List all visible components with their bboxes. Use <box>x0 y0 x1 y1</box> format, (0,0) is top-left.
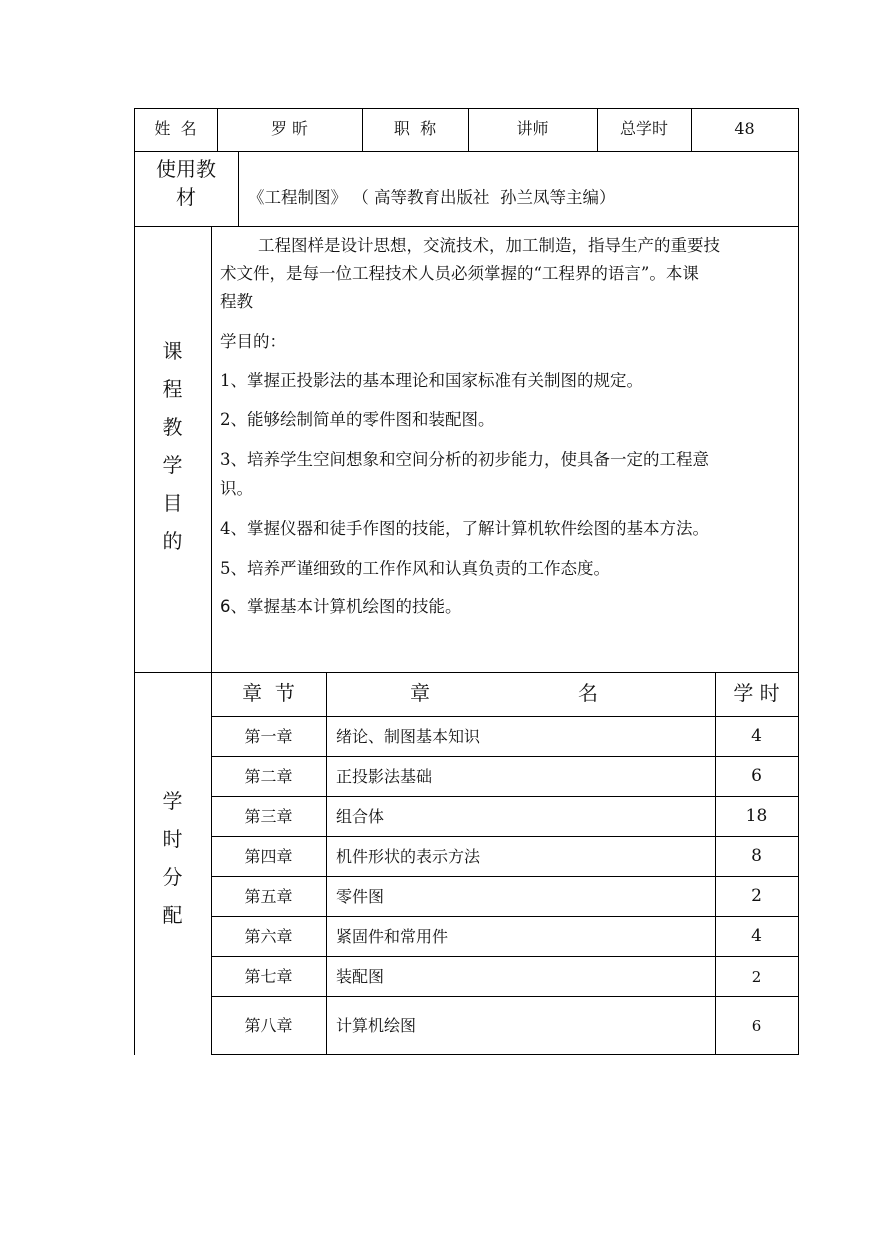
row-7-chapter: 第七章 <box>244 967 293 986</box>
rule-alloc-header-bottom <box>211 716 799 717</box>
col-header-hours: 学 时 <box>733 681 780 705</box>
allocation-label-1: 时 <box>162 827 183 851</box>
row-1-name: 绪论、制图基本知识 <box>336 727 481 746</box>
rule-textbook-sep <box>238 151 239 226</box>
row-3-hours: 18 <box>745 806 768 826</box>
row-4-chapter: 第四章 <box>244 847 293 866</box>
rule-alloc-1 <box>326 672 327 1055</box>
textbook-value: 《工程制图》 （ 高等教育出版社 孙兰凤等主编） <box>248 188 616 207</box>
hours-label: 总学时 <box>619 119 668 138</box>
rule-header-bottom <box>134 151 799 152</box>
rule-row-4 <box>211 876 799 877</box>
allocation-label-2: 分 <box>162 865 183 889</box>
name-value: 罗 昕 <box>270 119 309 138</box>
objectives-label-2: 教 <box>162 415 183 439</box>
rule-right <box>798 108 799 1055</box>
rule-row-6 <box>211 956 799 957</box>
row-1-hours: 4 <box>751 726 762 746</box>
objective-item-3-cont: 识。 <box>220 479 253 498</box>
row-6-hours: 4 <box>751 926 762 946</box>
title-value: 讲师 <box>516 119 549 138</box>
row-4-hours: 8 <box>751 846 762 866</box>
row-2-name: 正投影法基础 <box>336 767 433 786</box>
row-2-chapter: 第二章 <box>244 767 293 786</box>
rule-row-7 <box>211 996 799 997</box>
row-3-chapter: 第三章 <box>244 807 293 826</box>
row-8-hours: 6 <box>751 1017 762 1035</box>
objective-item-1: 1、掌握正投影法的基本理论和国家标准有关制图的规定。 <box>220 371 643 390</box>
objectives-label-1: 程 <box>162 377 183 401</box>
objectives-intro-line3: 程教 <box>220 292 253 311</box>
row-8-name: 计算机绘图 <box>336 1016 417 1035</box>
col-header-chapter: 章 节 <box>242 681 295 705</box>
col-header-name-right: 名 <box>578 681 598 705</box>
rule-objectives-bottom <box>134 672 799 673</box>
hours-value: 48 <box>734 119 755 138</box>
title-label: 职 称 <box>393 119 437 138</box>
rule-row-2 <box>211 796 799 797</box>
objectives-label-0: 课 <box>162 339 183 363</box>
name-label: 姓 名 <box>154 119 197 138</box>
objectives-intro-line2: 术文件，是每一位工程技术人员必须掌握的“工程界的语言”。本课 <box>220 264 699 283</box>
objective-item-2: 2、能够绘制简单的零件图和装配图。 <box>220 410 495 429</box>
allocation-label-3: 配 <box>162 903 183 927</box>
row-5-hours: 2 <box>751 886 762 906</box>
textbook-label-line2: 材 <box>176 185 196 209</box>
objectives-intro-line1: 工程图样是设计思想，交流技术，加工制造，指导生产的重要技 <box>258 236 720 255</box>
row-5-chapter: 第五章 <box>244 887 293 906</box>
rule-row-5 <box>211 916 799 917</box>
col-header-name-left: 章 <box>410 681 430 705</box>
row-1-chapter: 第一章 <box>244 727 293 746</box>
row-3-name: 组合体 <box>336 807 385 826</box>
rule-textbook-bottom <box>134 226 799 227</box>
objectives-label-5: 的 <box>162 529 183 553</box>
row-5-name: 零件图 <box>336 887 385 906</box>
rule-bottom <box>211 1054 799 1055</box>
row-4-name: 机件形状的表示方法 <box>336 847 481 866</box>
objectives-intro-line4: 学目的： <box>220 332 286 351</box>
row-6-chapter: 第六章 <box>244 927 293 946</box>
rule-row-3 <box>211 836 799 837</box>
rule-row-1 <box>211 756 799 757</box>
rule-top <box>134 108 799 109</box>
objective-item-5: 5、培养严谨细致的工作作风和认真负责的工作态度。 <box>220 559 610 578</box>
row-8-chapter: 第八章 <box>244 1016 293 1035</box>
objectives-label-4: 目 <box>162 491 183 515</box>
textbook-label-line1: 使用教 <box>156 157 216 181</box>
row-7-name: 装配图 <box>336 967 385 986</box>
objective-item-3: 3、培养学生空间想象和空间分析的初步能力，使具备一定的工程意 <box>220 450 709 469</box>
allocation-label-0: 学 <box>162 789 183 813</box>
row-7-hours: 2 <box>751 968 762 986</box>
row-6-name: 紧固件和常用件 <box>336 927 449 946</box>
objectives-label-3: 学 <box>162 453 183 477</box>
objective-item-6: 6、掌握基本计算机绘图的技能。 <box>220 597 462 616</box>
row-2-hours: 6 <box>751 766 762 786</box>
objective-item-4: 4、掌握仪器和徒手作图的技能，了解计算机软件绘图的基本方法。 <box>220 519 709 538</box>
